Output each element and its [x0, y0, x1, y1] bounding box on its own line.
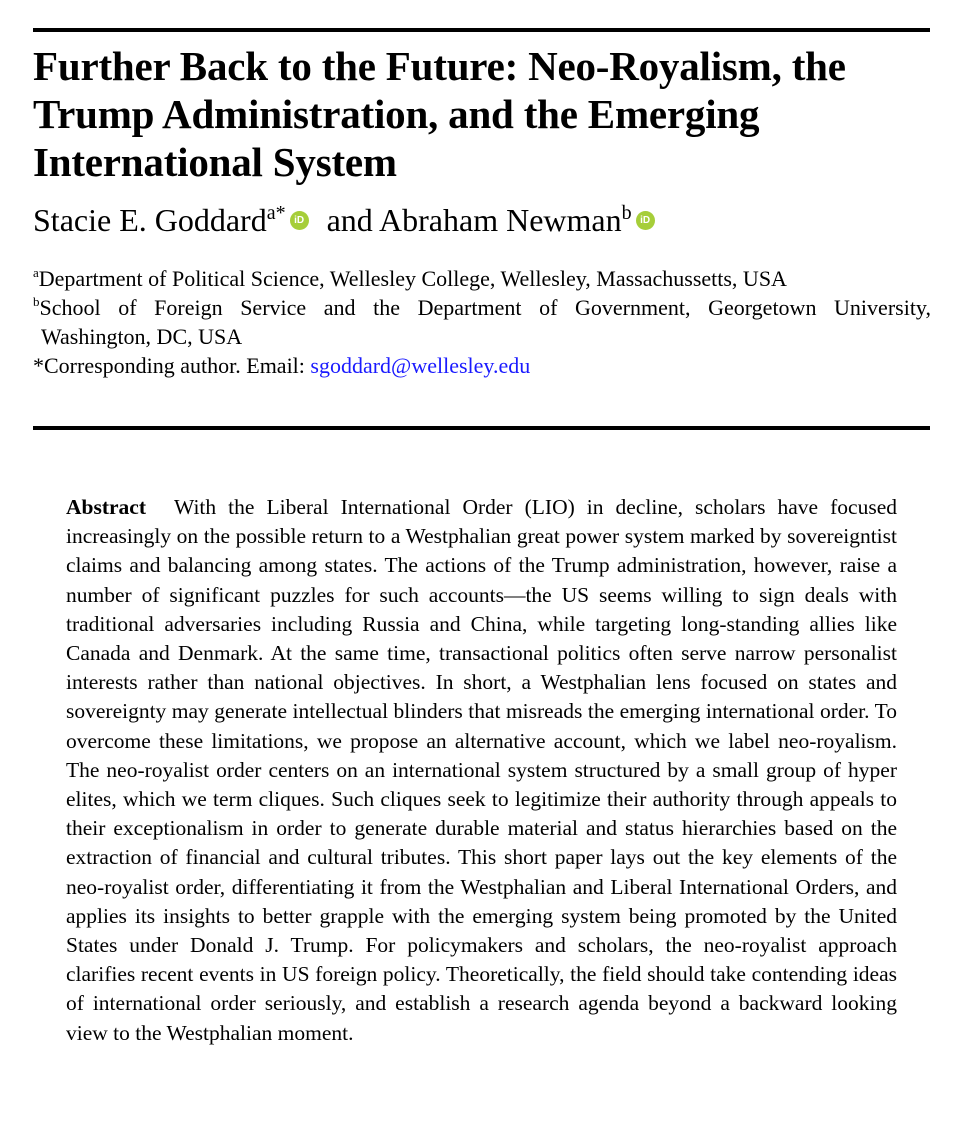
author-affiliation-mark: a* [266, 202, 286, 224]
affiliation-text: Department of Political Science, Wellesley College, Wellesley, Massachussetts, USA [38, 266, 787, 291]
corresponding-label: *Corresponding author. Email: [33, 353, 311, 378]
abstract [66, 493, 897, 1048]
affiliation-b [33, 293, 931, 322]
bottom-rule [33, 426, 930, 430]
affiliation-b-continuation: Washington, DC, USA [41, 324, 243, 349]
author-name: Abraham Newman [379, 202, 622, 238]
affiliation-mark: b [33, 294, 40, 309]
paper-title: Further Back to the Future: Neo-Royalism, the Trump Administration, and the Emerging International System [33, 43, 846, 185]
abstract-label: Abstract [66, 495, 147, 519]
author-affiliation-mark: b [621, 202, 632, 224]
author-connector: and [326, 202, 373, 238]
corresponding-author [33, 351, 931, 380]
affiliation-mark: a [33, 265, 39, 280]
orcid-id-icon[interactable]: iD [636, 211, 655, 230]
author-list [33, 200, 665, 240]
affiliation-a [33, 264, 931, 293]
affiliations [33, 264, 931, 380]
abstract-text: With the Liberal International Order (LIO) in decline, scholars have focused increasingly on the possible return to a Westphalian great power system marked by sovereigntist claims and balancing among states. The actions of the Trump administration, however, raise a number of significant puzzles for such accounts—the US seems willing to sign deals with traditional adversaries including Russia and China, while targeting long-standing allies like Canada and Denmark. At the same time, transactional politics often serve narrow personalist interests rather than national objectives. In short, a Westphalian lens focused on states and sovereignty may generate intellectual blinders that misreads the emerging international order. To overcome these limitations, we propose an alternative account, which we label neo-royalism. The neo-royalist order centers on an international system structured by a small group of hyper elites, which we term cliques. Such cliques seek to legitimize their authority through appeals to their exceptionalism in order to generate durable material and status hierarchies based on the extraction of financial and cultural tributes. This short paper lays out the key elements of the neo-royalist order, differentiating it from the Westphalian and Liberal International Orders, and applies its insights to better grapple with the emerging system being promoted by the United States under Donald J. Trump. For policymakers and scholars, the neo-royalist approach clarifies recent events in US foreign policy. Theoretically, the field should take contending ideas of international order seriously, and establish a research agenda beyond a backward looking view to the Westphalian moment. [66, 495, 897, 1045]
email-link[interactable]: sgoddard@wellesley.edu [310, 353, 531, 378]
top-rule [33, 28, 930, 32]
affiliation-text: School of Foreign Service and the Department of Government, Georgetown University, [39, 295, 931, 320]
author-name: Stacie E. Goddard [33, 202, 267, 238]
orcid-id-icon[interactable]: iD [290, 211, 309, 230]
